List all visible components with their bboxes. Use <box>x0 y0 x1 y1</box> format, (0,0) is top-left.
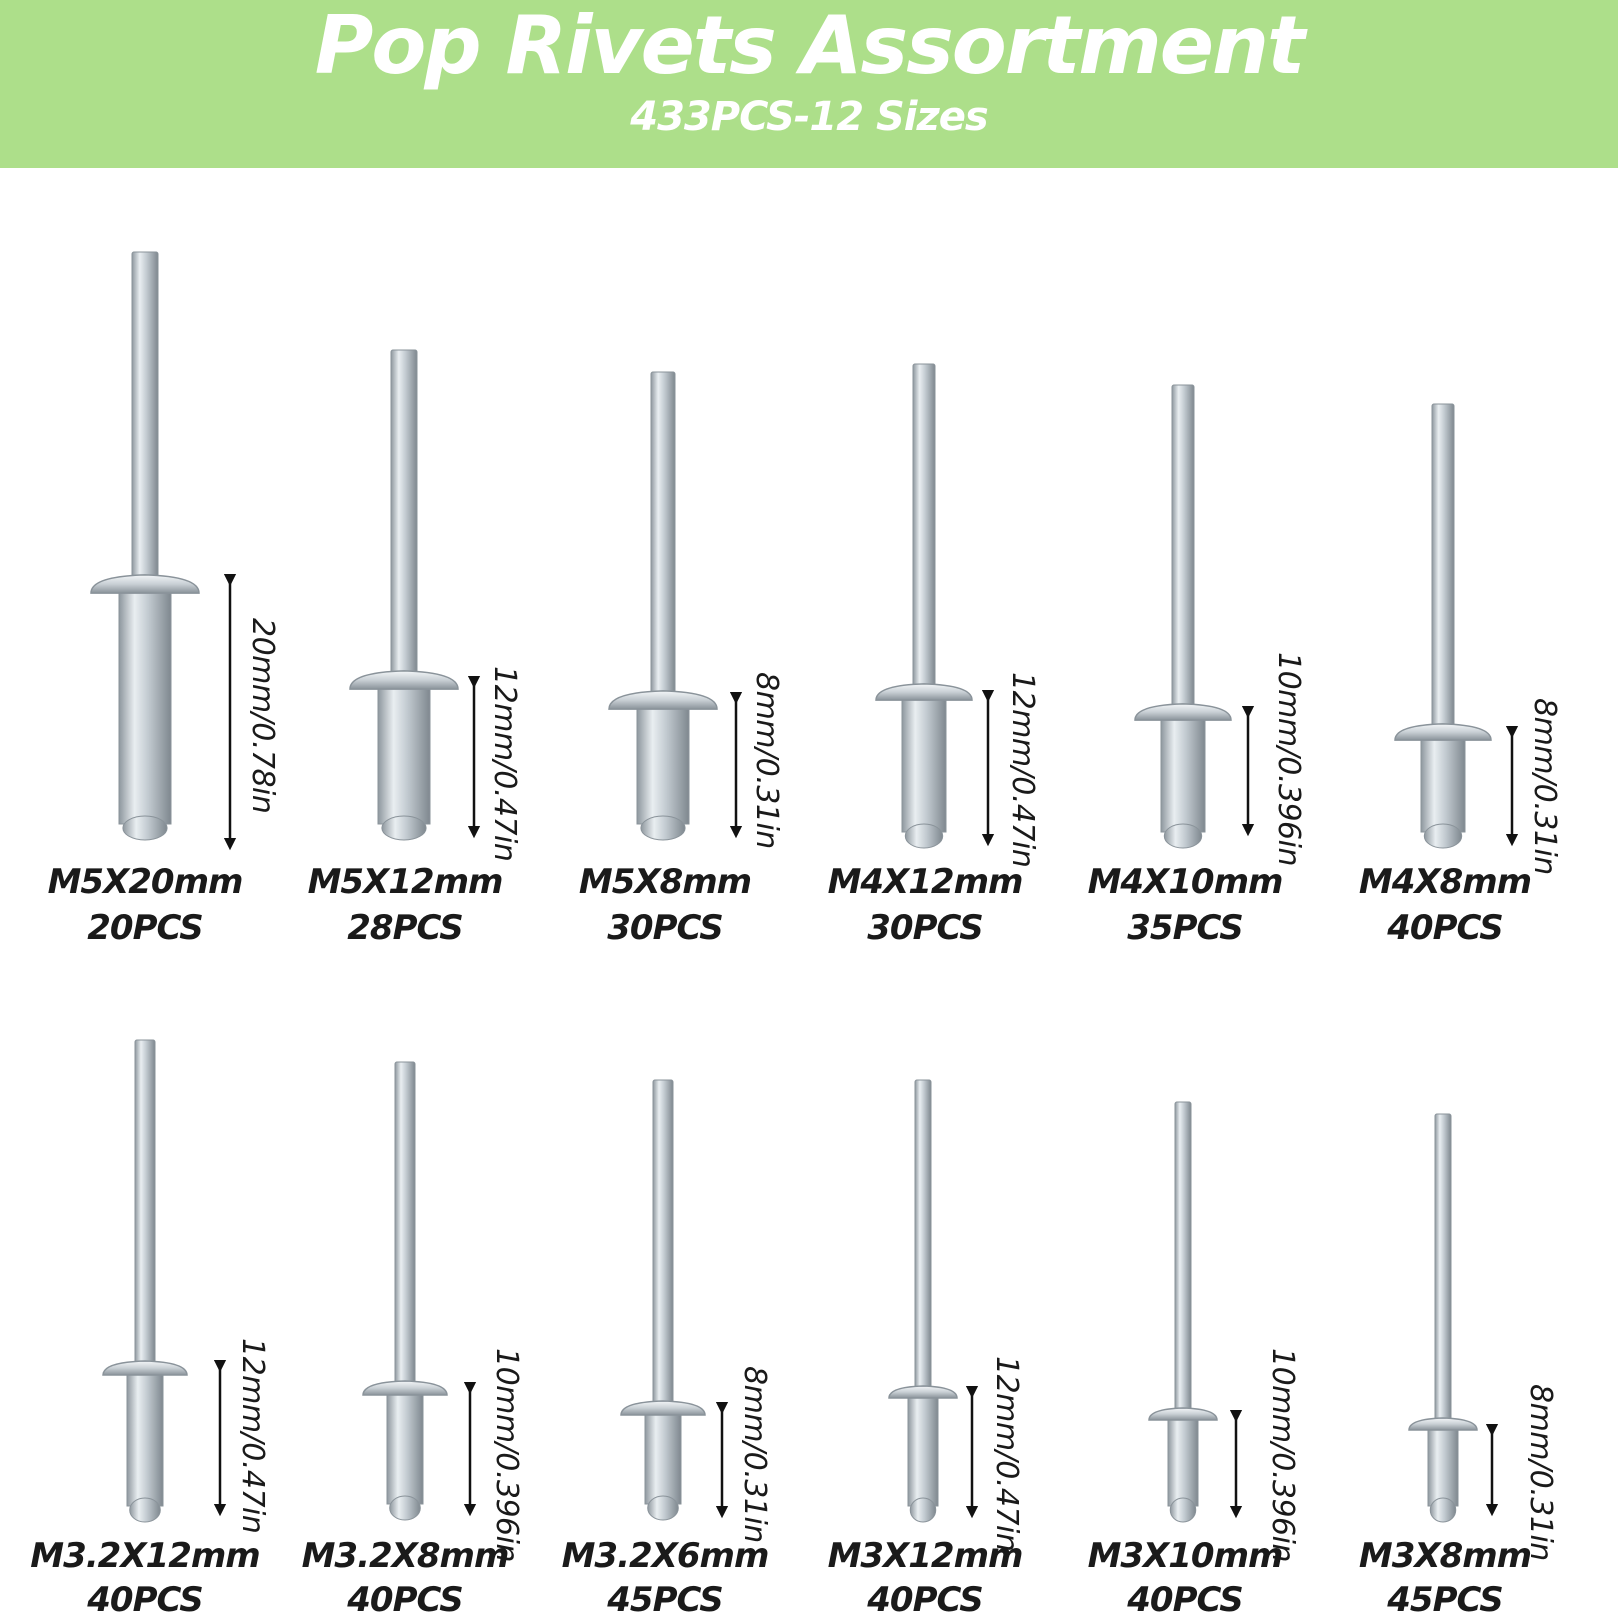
rivet-size-label: M5X20mm <box>47 862 243 902</box>
rivet-mandrel <box>1172 385 1194 716</box>
rivet-head <box>1395 724 1491 740</box>
dimension-label: 12mm/0.47in <box>989 1356 1024 1552</box>
rivet-qty-label: 45PCS <box>1387 1580 1503 1620</box>
rivet-mandrel <box>1432 404 1454 736</box>
rivet-qty-label: 40PCS <box>347 1580 463 1620</box>
rivet-body <box>1168 1420 1198 1506</box>
rivet-M4X12mm <box>876 364 988 848</box>
rivet-M3X8mm <box>1409 1114 1492 1522</box>
page-subtitle: 433PCS-12 Sizes <box>630 94 988 140</box>
dimension-label: 12mm/0.47in <box>1005 672 1040 868</box>
rivet-qty-label: 40PCS <box>1127 1580 1243 1620</box>
dimension-label: 8mm/0.31in <box>1527 698 1562 875</box>
rivet-M3X10mm <box>1149 1102 1236 1522</box>
rivet-mandrel <box>651 372 675 704</box>
rivet-tip <box>910 1498 936 1522</box>
rivet-mandrel <box>391 350 417 684</box>
rivet-size-label: M3.2X12mm <box>30 1536 260 1576</box>
rivet-mandrel <box>913 364 935 696</box>
dimension-label: 8mm/0.31in <box>1523 1384 1558 1561</box>
rivet-mandrel <box>132 252 158 588</box>
rivet-body <box>908 1398 938 1506</box>
rivet-body <box>1161 718 1205 832</box>
dimension-label: 20mm/0.78in <box>245 618 280 814</box>
rivet-M5X8mm <box>609 372 736 840</box>
rivet-mandrel <box>395 1062 415 1392</box>
dimension-label: 8mm/0.31in <box>749 672 784 849</box>
page-title: Pop Rivets Assortment <box>314 0 1304 92</box>
rivet-body <box>1428 1430 1458 1506</box>
rivet-head <box>889 1386 957 1398</box>
rivet-tip <box>1430 1498 1456 1522</box>
rivet-tip <box>123 816 167 840</box>
rivet-qty-label: 40PCS <box>87 1580 203 1620</box>
rivet-size-label: M3X10mm <box>1087 1536 1283 1576</box>
rivet-head <box>1149 1408 1217 1420</box>
rivet-head <box>350 671 458 689</box>
rivet-head <box>1135 704 1231 720</box>
rivet-head <box>363 1381 447 1395</box>
rivet-tip <box>905 824 942 848</box>
rivet-tip <box>382 816 426 840</box>
rivet-head <box>621 1401 705 1415</box>
rivet-mandrel <box>1175 1102 1191 1418</box>
rivet-size-label: M4X10mm <box>1087 862 1283 902</box>
rivet-M5X20mm <box>91 252 230 844</box>
rivet-size-label: M3X12mm <box>827 1536 1023 1576</box>
rivet-body <box>127 1374 163 1506</box>
dimension-label: 10mm/0.396in <box>1271 652 1306 866</box>
rivet-qty-label: 35PCS <box>1127 908 1243 948</box>
rivet-tip <box>1164 824 1201 848</box>
rivet-head <box>103 1361 187 1375</box>
rivet-body <box>119 590 171 824</box>
rivet-tip <box>1424 824 1461 848</box>
dimension-label: 12mm/0.47in <box>487 666 522 862</box>
rivet-M3.2X6mm <box>621 1080 722 1520</box>
rivet-tip <box>130 1498 161 1522</box>
rivet-tip <box>390 1496 421 1520</box>
rivet-M4X8mm <box>1395 404 1512 848</box>
dimension-label: 12mm/0.47in <box>235 1338 270 1534</box>
rivet-head <box>91 575 199 593</box>
rivet-body <box>637 706 689 824</box>
rivet-size-label: M5X12mm <box>307 862 503 902</box>
rivet-head <box>609 691 717 709</box>
rivet-size-label: M5X8mm <box>578 862 752 902</box>
rivet-body <box>378 686 430 824</box>
rivet-body <box>902 698 946 832</box>
rivet-head <box>1409 1418 1477 1430</box>
rivet-head <box>876 684 972 700</box>
rivet-tip <box>648 1496 679 1520</box>
rivet-qty-label: 28PCS <box>347 908 463 948</box>
dimension-label: 10mm/0.396in <box>489 1348 524 1562</box>
rivet-M3.2X12mm <box>103 1040 220 1522</box>
rivet-size-label: M3X8mm <box>1358 1536 1532 1576</box>
rivet-qty-label: 30PCS <box>867 908 983 948</box>
rivet-mandrel <box>1435 1114 1451 1428</box>
rivet-qty-label: 30PCS <box>607 908 723 948</box>
rivet-qty-label: 40PCS <box>867 1580 983 1620</box>
rivet-qty-label: 40PCS <box>1387 908 1503 948</box>
rivet-tip <box>1170 1498 1196 1522</box>
rivet-body <box>1421 738 1465 832</box>
rivet-size-label: M3.2X8mm <box>301 1536 509 1576</box>
rivet-size-label: M3.2X6mm <box>561 1536 769 1576</box>
rivet-M5X12mm <box>350 350 474 840</box>
rivet-size-label: M4X8mm <box>1358 862 1532 902</box>
dimension-label: 10mm/0.396in <box>1265 1348 1300 1562</box>
rivet-mandrel <box>653 1080 673 1412</box>
rivet-qty-label: 45PCS <box>607 1580 723 1620</box>
rivet-mandrel <box>915 1080 931 1396</box>
rivet-qty-label: 20PCS <box>87 908 203 948</box>
rivet-body <box>645 1414 681 1504</box>
rivet-M3.2X8mm <box>363 1062 470 1520</box>
rivet-M4X10mm <box>1135 385 1248 848</box>
rivet-tip <box>641 816 685 840</box>
dimension-label: 8mm/0.31in <box>737 1366 772 1543</box>
rivet-mandrel <box>135 1040 155 1372</box>
rivet-size-label: M4X12mm <box>827 862 1023 902</box>
rivet-M3X12mm <box>889 1080 972 1522</box>
rivet-body <box>387 1394 423 1504</box>
